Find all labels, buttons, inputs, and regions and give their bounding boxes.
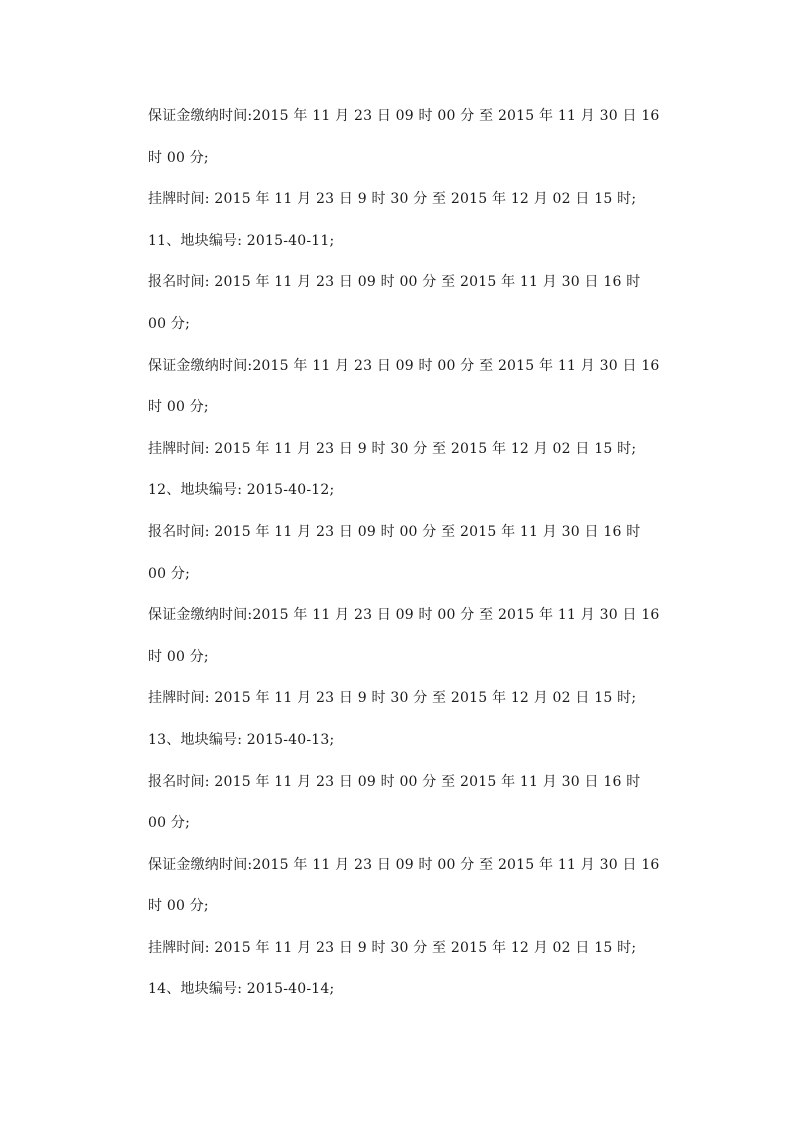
plot-number-heading: 11、地块编号: 2015-40-11; bbox=[148, 232, 335, 249]
plot-number-heading: 13、地块编号: 2015-40-13; bbox=[148, 731, 335, 748]
listing-time-line: 挂牌时间: 2015 年 11 月 23 日 9 时 30 分 至 2015 年 12 月 02 日 15 时; bbox=[148, 690, 637, 707]
listing-time-line: 挂牌时间: 2015 年 11 月 23 日 9 时 30 分 至 2015 年 12 月 02 日 15 时; bbox=[148, 939, 637, 956]
deposit-time-line: 保证金缴纳时间:2015 年 11 月 23 日 09 时 00 分 至 2015 年 11 月 30 日 16 bbox=[148, 357, 660, 374]
deposit-time-line: 保证金缴纳时间:2015 年 11 月 23 日 09 时 00 分 至 2015 年 11 月 30 日 16 bbox=[148, 856, 660, 873]
listing-time-line: 挂牌时间: 2015 年 11 月 23 日 9 时 30 分 至 2015 年 12 月 02 日 15 时; bbox=[148, 440, 637, 457]
registration-time-line: 报名时间: 2015 年 11 月 23 日 09 时 00 分 至 2015 年 11 月 30 日 16 时 bbox=[148, 274, 641, 291]
listing-time-line: 挂牌时间: 2015 年 11 月 23 日 9 时 30 分 至 2015 年 12 月 02 日 15 时; bbox=[148, 191, 637, 208]
plot-number-heading: 14、地块编号: 2015-40-14; bbox=[148, 981, 335, 998]
registration-time-line: 报名时间: 2015 年 11 月 23 日 09 时 00 分 至 2015 年 11 月 30 日 16 时 bbox=[148, 773, 641, 790]
deposit-time-line-cont: 时 00 分; bbox=[148, 399, 209, 416]
deposit-time-line-cont: 时 00 分; bbox=[148, 149, 209, 166]
deposit-time-line: 保证金缴纳时间:2015 年 11 月 23 日 09 时 00 分 至 2015 年 11 月 30 日 16 bbox=[148, 108, 660, 124]
document-body bbox=[148, 104, 668, 1019]
registration-time-line-cont: 00 分; bbox=[148, 565, 190, 582]
registration-time-line-cont: 00 分; bbox=[148, 815, 190, 832]
deposit-time-line: 保证金缴纳时间:2015 年 11 月 23 日 09 时 00 分 至 2015 年 11 月 30 日 16 bbox=[148, 607, 660, 624]
plot-number-heading: 12、地块编号: 2015-40-12; bbox=[148, 482, 335, 499]
deposit-time-line-cont: 时 00 分; bbox=[148, 648, 209, 665]
registration-time-line: 报名时间: 2015 年 11 月 23 日 09 时 00 分 至 2015 年 11 月 30 日 16 时 bbox=[148, 523, 641, 540]
deposit-time-line-cont: 时 00 分; bbox=[148, 898, 209, 915]
registration-time-line-cont: 00 分; bbox=[148, 315, 190, 332]
